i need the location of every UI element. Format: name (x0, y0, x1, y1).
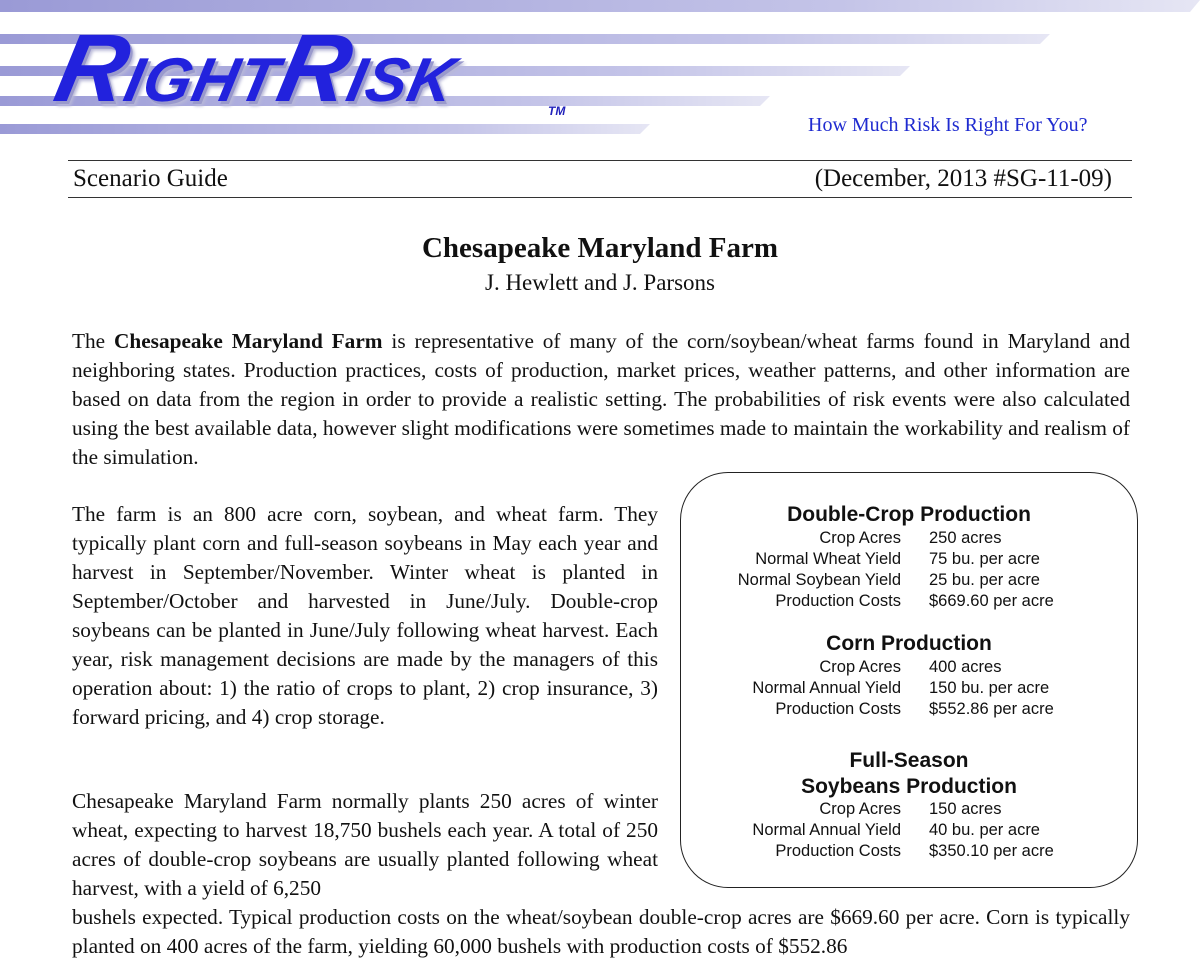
table-row (681, 529, 1137, 549)
logo-letter-r2: R (269, 15, 363, 122)
row-value: 150 bu. per acre (929, 679, 1050, 697)
production-summary-box (680, 472, 1138, 888)
wheat-paragraph: Chesapeake Maryland Farm normally plants 250 acres of winter wheat, expecting to harvest 18,750 bushels each year. A total of 250 acres of double-crop soybeans are usually planted following wheat harvest, with a yield of 6,250 (72, 789, 658, 900)
row-value: 250 acres (929, 529, 1002, 547)
row-label: Crop Acres (819, 658, 901, 676)
table-row (681, 571, 1137, 591)
table-row (681, 800, 1137, 820)
intro-rest: is representative of many of the corn/soybean/wheat farms found in Maryland and neighboring states. Production practices, costs of production, market prices, weather patterns, and other information are based on data from the region in order to provide a realistic setting. The probabilities of risk events were also calculated using the best available data, however slight modifications were sometimes made to maintain the workability and realism of the simulation. (72, 329, 1130, 469)
row-label: Production Costs (775, 592, 901, 610)
row-value: 150 acres (929, 800, 1002, 818)
table-row (681, 842, 1137, 862)
document-authors: J. Hewlett and J. Parsons (485, 270, 715, 295)
row-value: $552.86 per acre (929, 700, 1054, 718)
logo-letter-r1: R (46, 15, 140, 122)
header-rule-bottom (68, 197, 1132, 198)
row-label: Normal Annual Yield (752, 679, 901, 697)
table-row (681, 679, 1137, 699)
row-value: 400 acres (929, 658, 1002, 676)
tagline: How Much Risk Is Right For You? (808, 114, 1088, 136)
section-title-double-crop: Double-Crop Production (787, 503, 1031, 526)
row-value: 40 bu. per acre (929, 821, 1040, 839)
intro-lead: The (72, 329, 114, 353)
row-label: Normal Wheat Yield (755, 550, 901, 568)
page-header (0, 0, 1200, 150)
continued-paragraph: bushels expected. Typical production costs on the wheat/soybean double-crop acres are $669.60 per acre. Corn is typically planted on 400 acres of the farm, yielding 60,000 bushels with production costs of $552.86 (72, 905, 1130, 958)
table-row (681, 821, 1137, 841)
farm-description-paragraph: The farm is an 800 acre corn, soybean, and wheat farm. They typically plant corn and full-season soybeans in May each year and harvest in September/November. Winter wheat is planted in September/October and harvested in June/July. Double-crop soybeans can be planted in June/July following wheat harvest. Each year, risk management decisions are made by the managers of this operation about: 1) the ratio of crops to plant, 2) crop insurance, 3) forward pricing, and 4) crop storage. (72, 502, 658, 729)
row-label: Production Costs (775, 700, 901, 718)
trademark-mark: TM (548, 104, 566, 118)
row-value: $669.60 per acre (929, 592, 1054, 610)
table-row (681, 700, 1137, 720)
logo-part-ight: IGHT (118, 46, 286, 115)
row-label: Crop Acres (819, 529, 901, 547)
table-row (681, 592, 1137, 612)
row-label: Crop Acres (819, 800, 901, 818)
row-label: Normal Soybean Yield (737, 571, 901, 589)
table-row (681, 550, 1137, 570)
guide-date-id: (December, 2013 #SG-11-09) (814, 165, 1112, 192)
row-label: Production Costs (775, 842, 901, 860)
section-title-corn: Corn Production (826, 632, 992, 655)
section-title-full-season-line1: Full-Season (849, 749, 969, 772)
row-value: 25 bu. per acre (929, 571, 1040, 589)
row-value: $350.10 per acre (929, 842, 1054, 860)
row-value: 75 bu. per acre (929, 550, 1040, 568)
table-row (681, 658, 1137, 678)
intro-paragraph (72, 327, 1130, 472)
logo-part-isk: ISK (340, 46, 463, 115)
rightrisk-logo (46, 14, 469, 124)
row-label: Normal Annual Yield (752, 821, 901, 839)
header-rule-top (68, 160, 1132, 161)
intro-farm-name: Chesapeake Maryland Farm (113, 329, 383, 353)
document-title: Chesapeake Maryland Farm (421, 232, 779, 264)
section-title-full-season-line2: Soybeans Production (801, 775, 1017, 798)
scenario-guide-label: Scenario Guide (73, 165, 228, 192)
